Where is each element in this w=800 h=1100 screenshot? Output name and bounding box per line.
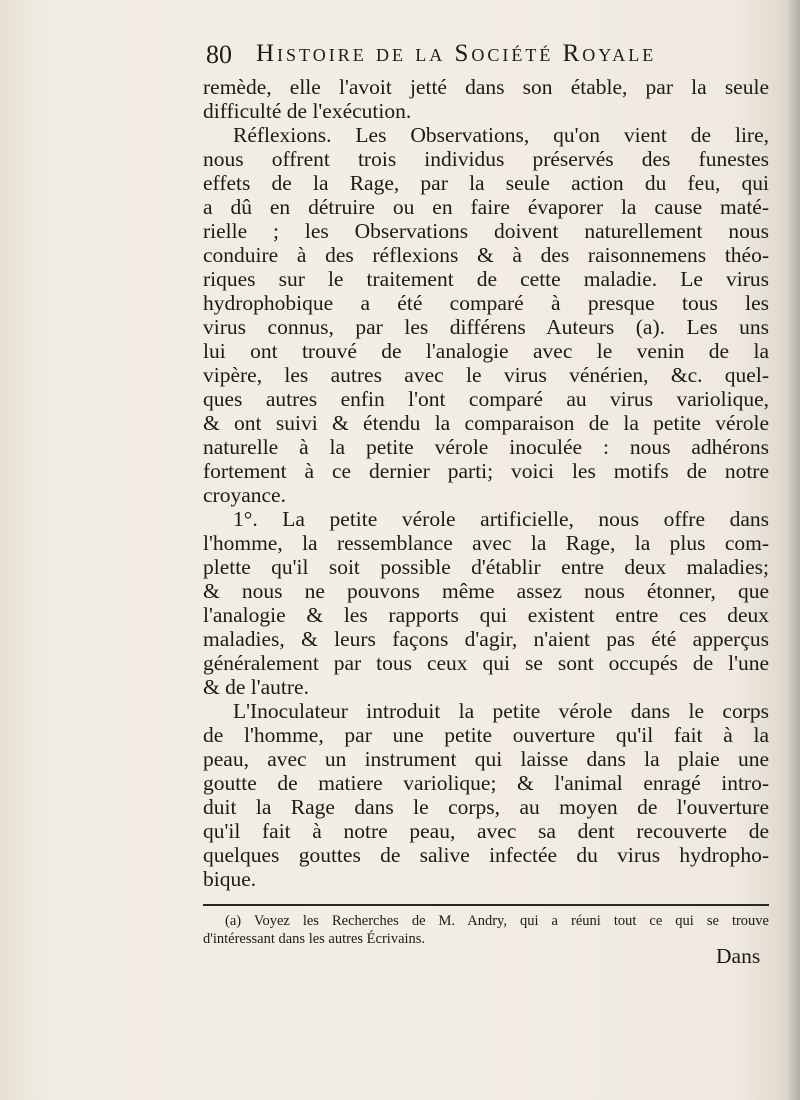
text-line: conduire à des réflexions & à des raisonnemens théo- xyxy=(203,243,769,267)
text-line: goutte de matiere variolique; & l'animal enragé intro- xyxy=(203,771,769,795)
paragraph-start-line: L'Inoculateur introduit la petite vérole dans le corps xyxy=(233,699,769,723)
text-line: duit la Rage dans le corps, au moyen de l'ouverture xyxy=(203,795,769,819)
text-line: maladies, & leurs façons d'agir, n'aient pas été apperçus xyxy=(203,627,769,651)
text-line: ques autres enfin l'ont comparé au virus variolique, xyxy=(203,387,769,411)
page-number: 80 xyxy=(206,40,232,69)
text-line: & ont suivi & étendu la comparaison de la petite vérole xyxy=(203,411,769,435)
text-line: l'homme, la ressemblance avec la Rage, la plus com- xyxy=(203,531,769,555)
footnote-line: d'intéressant dans les autres Écrivains. xyxy=(203,931,426,947)
text-line: effets de la Rage, par la seule action du feu, qui xyxy=(203,171,769,195)
text-line: plette qu'il soit possible d'établir entre deux maladies; xyxy=(203,555,769,579)
footnote-line: (a) Voyez les Recherches de M. Andry, qui a réuni tout ce qui se trouve xyxy=(225,913,769,929)
text-line: hydrophobique a été comparé à presque tous les xyxy=(203,291,769,315)
text-line: naturelle à la petite vérole inoculée : nous adhérons xyxy=(203,435,769,459)
text-line: qu'il fait à notre peau, avec sa dent recouverte de xyxy=(203,819,769,843)
text-line: l'analogie & les rapports qui existent entre ces deux xyxy=(203,603,769,627)
text-line: a dû en détruire ou en faire évaporer la cause maté- xyxy=(203,195,769,219)
text-line: virus connus, par les différens Auteurs (a). Les uns xyxy=(203,315,769,339)
paragraph-start-line: Réflexions. Les Observations, qu'on vient de lire, xyxy=(233,123,769,147)
running-head: Histoire de la Société Royale xyxy=(256,40,657,67)
text-line: fortement à ce dernier parti; voici les motifs de notre xyxy=(203,459,769,483)
text-line: peau, avec un instrument qui laisse dans la plaie une xyxy=(203,747,769,771)
text-line: bique. xyxy=(203,867,257,891)
text-line: difficulté de l'exécution. xyxy=(203,99,412,123)
text-line: nous offrent trois individus préservés des funestes xyxy=(203,147,769,171)
text-line: rielle ; les Observations doivent naturellement nous xyxy=(203,219,769,243)
text-line: croyance. xyxy=(203,483,286,507)
text-line: vipère, les autres avec le virus vénérien, &c. quel- xyxy=(203,363,769,387)
page-edge-shadow xyxy=(786,0,800,1100)
text-line: remède, elle l'avoit jetté dans son étable, par la seule xyxy=(203,75,769,99)
catchword: Dans xyxy=(716,944,761,968)
text-line: généralement par tous ceux qui se sont occupés de l'une xyxy=(203,651,769,675)
text-line: de l'homme, par une petite ouverture qu'il fait à la xyxy=(203,723,769,747)
footnote-rule xyxy=(203,904,769,906)
text-line: lui ont trouvé de l'analogie avec le venin de la xyxy=(203,339,769,363)
text-line: & de l'autre. xyxy=(203,675,309,699)
text-line: riques sur le traitement de cette maladie. Le virus xyxy=(203,267,769,291)
paragraph-start-line: 1°. La petite vérole artificielle, nous offre dans xyxy=(233,507,769,531)
footnote xyxy=(203,912,769,948)
text-line: & nous ne pouvons même assez nous étonner, que xyxy=(203,579,769,603)
body-text xyxy=(203,75,769,891)
text-line: quelques gouttes de salive infectée du virus hydropho- xyxy=(203,843,769,867)
